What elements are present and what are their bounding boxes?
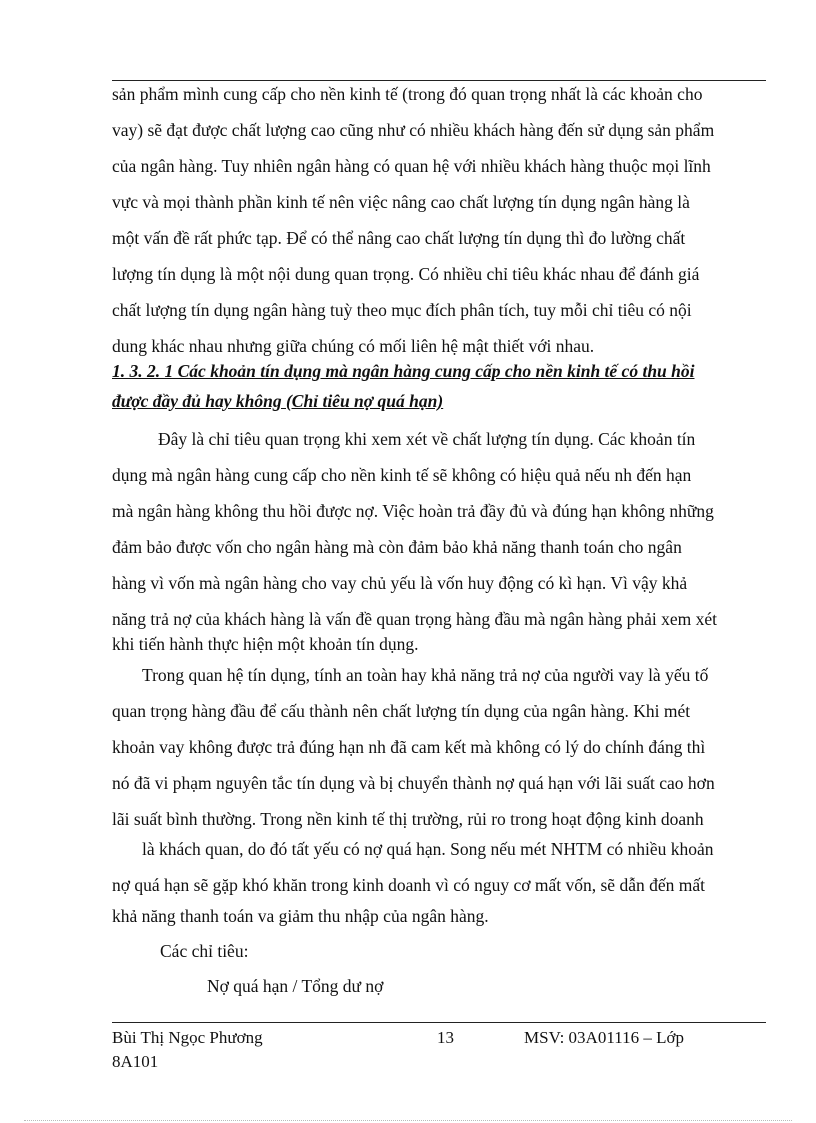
paragraph-line: vay) sẽ đạt được chất lượng cao cũng như có nhiều khách hàng đến sử dụng sản phẩm xyxy=(112,120,715,140)
page-edge-divider xyxy=(24,1120,792,1121)
paragraph-line: một vấn đề rất phức tạp. Để có thể nâng cao chất lượng tín dụng thì đo lường chất xyxy=(112,228,686,248)
paragraph-line: dụng mà ngân hàng cung cấp cho nền kinh tế sẽ không có hiệu quả nếu nh đến hạn xyxy=(112,465,692,485)
paragraph-line: mà ngân hàng không thu hồi được nợ. Việc hoàn trả đầy đủ và đúng hạn không những xyxy=(112,501,714,521)
indicators-label: Các chỉ tiêu: xyxy=(160,941,249,961)
paragraph-line: vực và mọi thành phần kinh tế nên việc nâng cao chất lượng tín dụng ngân hàng là xyxy=(112,192,690,212)
section-heading: 1. 3. 2. 1 Các khoản tín dụng mà ngân hàng cung cấp cho nền kinh tế có thu hồi xyxy=(112,361,695,381)
paragraph-line: năng trả nợ của khách hàng là vấn đề quan trọng hàng đầu mà ngân hàng phải xem xét xyxy=(112,609,718,629)
paragraph-line: khoản vay không được trả đúng hạn nh đã cam kết mà không có lý do chính đáng thì xyxy=(112,737,706,757)
paragraph-line: quan trọng hàng đầu để cấu thành nên chất lượng tín dụng của ngân hàng. Khi mét xyxy=(112,701,691,721)
paragraph-line: Trong quan hệ tín dụng, tính an toàn hay khả năng trả nợ của người vay là yếu tố xyxy=(142,665,709,685)
section-heading: được đầy đủ hay không (Chỉ tiêu nợ quá hạn) xyxy=(112,391,444,411)
footer-student-id: MSV: 03A01116 – Lớp xyxy=(524,1028,684,1047)
page-number: 13 xyxy=(437,1028,454,1047)
paragraph-line: dung khác nhau nhưng giữa chúng có mối liên hệ mật thiết với nhau. xyxy=(112,336,595,356)
paragraph-line: lượng tín dụng là một nội dung quan trọng. Có nhiều chỉ tiêu khác nhau để đánh giá xyxy=(112,264,700,284)
paragraph-line: nợ quá hạn sẽ gặp khó khăn trong kinh doanh vì có nguy cơ mất vốn, sẽ dẫn đến mất xyxy=(112,875,705,895)
paragraph-line: là khách quan, do đó tất yếu có nợ quá hạn. Song nếu mét NHTM có nhiều khoản xyxy=(142,839,714,859)
paragraph-line: khi tiến hành thực hiện một khoản tín dụng. xyxy=(112,634,419,654)
paragraph-line: khả năng thanh toán va giảm thu nhập của ngân hàng. xyxy=(112,906,489,926)
footer-class: 8A101 xyxy=(112,1052,159,1071)
paragraph-line: chất lượng tín dụng ngân hàng tuỳ theo mục đích phân tích, tuy mỗi chỉ tiêu có nội xyxy=(112,300,692,320)
footer-rule xyxy=(112,1022,766,1023)
paragraph-line: nó đã vi phạm nguyên tắc tín dụng và bị chuyển thành nợ quá hạn với lãi suất cao hơn xyxy=(112,773,715,793)
footer-author: Bùi Thị Ngọc Phương xyxy=(112,1028,263,1047)
paragraph-line: Đây là chỉ tiêu quan trọng khi xem xét về chất lượng tín dụng. Các khoản tín xyxy=(158,429,696,449)
paragraph-line: sản phẩm mình cung cấp cho nền kinh tế (trong đó quan trọng nhất là các khoản cho xyxy=(112,84,703,104)
paragraph-line: hàng vì vốn mà ngân hàng cho vay chủ yếu là vốn huy động có kì hạn. Vì vậy khả xyxy=(112,573,688,593)
paragraph-line: đảm bảo được vốn cho ngân hàng mà còn đảm bảo khả năng thanh toán cho ngân xyxy=(112,537,682,557)
paragraph-line: của ngân hàng. Tuy nhiên ngân hàng có quan hệ với nhiều khách hàng thuộc mọi lĩnh xyxy=(112,156,711,176)
formula-text: Nợ quá hạn / Tổng dư nợ xyxy=(207,976,384,996)
header-rule xyxy=(112,80,766,81)
paragraph-line: lãi suất bình thường. Trong nền kinh tế thị trường, rủi ro trong hoạt động kinh doanh xyxy=(112,809,704,829)
